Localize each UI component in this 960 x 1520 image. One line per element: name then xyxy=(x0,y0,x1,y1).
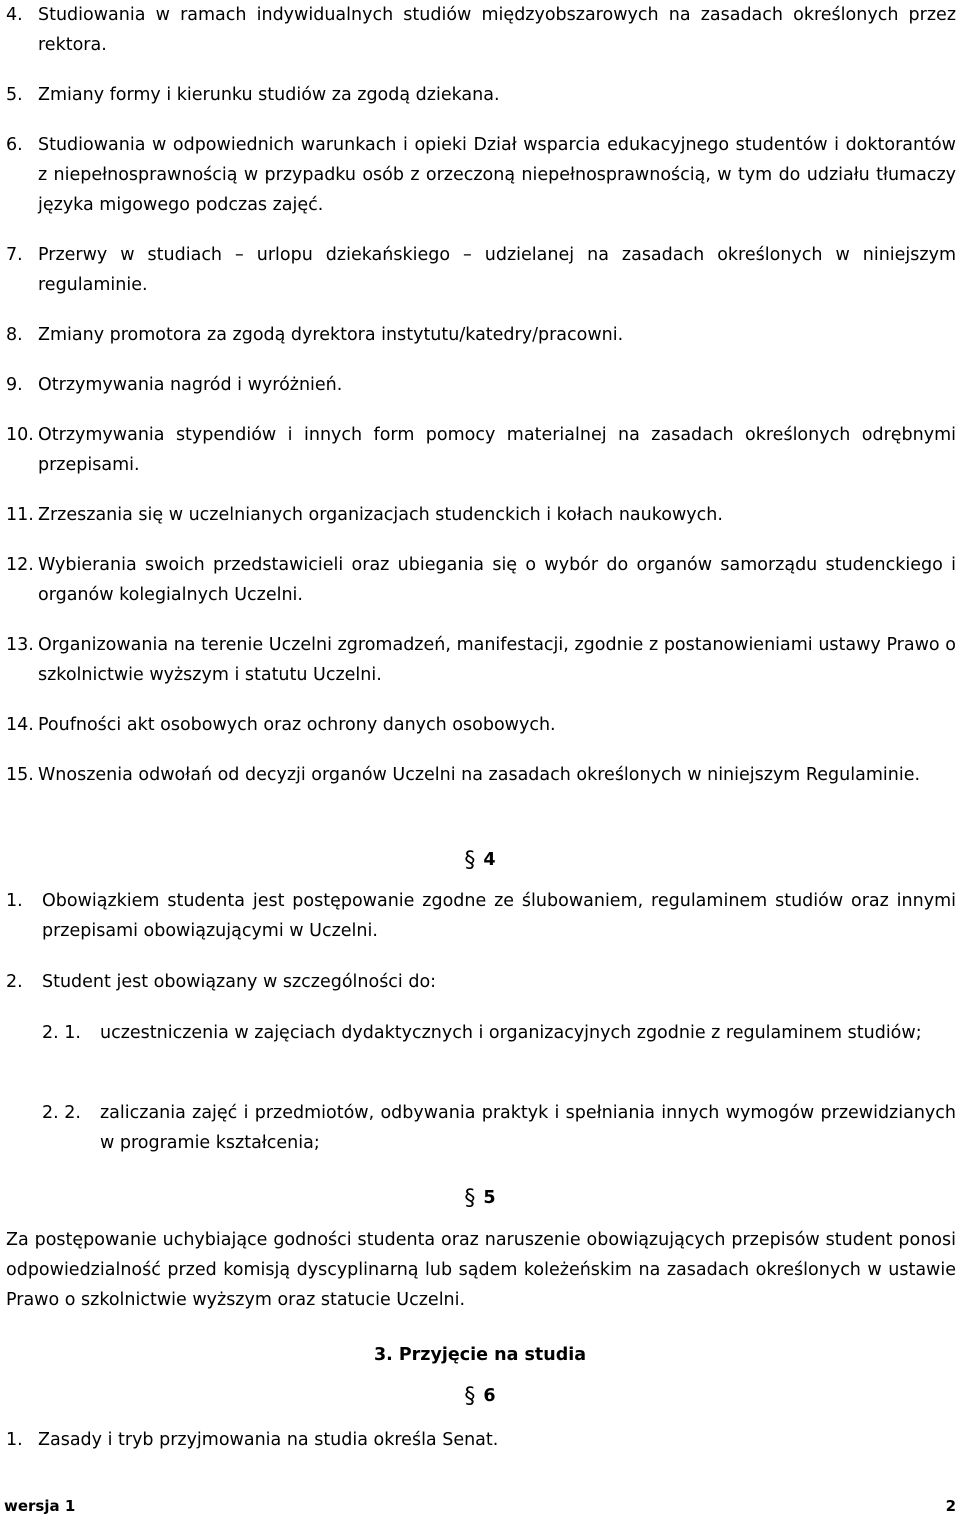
list-text: Wnoszenia odwołań od decyzji organów Uczelni na zasadach określonych w niniejszym Regulaminie. xyxy=(38,765,921,785)
list-item xyxy=(6,370,956,400)
list-item xyxy=(6,500,956,530)
list-text: Obowiązkiem studenta jest postępowanie zgodne ze ślubowaniem, regulaminem studiów oraz innymi przepisami obowiązującymi w Uczelni. xyxy=(42,891,956,941)
list-item xyxy=(6,550,956,610)
list-number: 1. xyxy=(6,891,23,911)
list-number: 12. xyxy=(6,555,34,575)
sub-list-text: uczestniczenia w zajęciach dydaktycznych i organizacyjnych zgodnie z regulaminem studiów; xyxy=(100,1023,922,1043)
list-text: Organizowania na terenie Uczelni zgromadzeń, manifestacji, zgodnie z postanowieniami ustawy Prawo o szkolnictwie wyższym i statutu Uczelni. xyxy=(38,635,956,685)
section-paragraph: Za postępowanie uchybiające godności studenta oraz naruszenie obowiązujących przepisów student ponosi odpowiedzialność przed komisją dyscyplinarną lub sądem koleżeńskim na zasadach określonych w ustawie Prawo o szkolnictwie wyższym oraz statucie Uczelni. xyxy=(6,1230,956,1310)
list-number: 13. xyxy=(6,635,34,655)
list-number: 2. xyxy=(6,972,23,992)
list-number: 8. xyxy=(6,325,23,345)
list-number: 15. xyxy=(6,765,34,785)
list-text: Zrzeszania się w uczelnianych organizacjach studenckich i kołach naukowych. xyxy=(38,505,723,525)
list-number: 4. xyxy=(6,5,23,25)
section-heading-5 xyxy=(0,1183,960,1214)
page-number: 2 xyxy=(945,1497,956,1515)
list-item xyxy=(6,240,956,300)
sub-list-item xyxy=(6,1018,956,1048)
list-item xyxy=(6,80,956,110)
list-item xyxy=(6,320,956,350)
list-number: 10. xyxy=(6,425,34,445)
section-heading-4 xyxy=(0,845,960,876)
paragraph-sign-icon: § xyxy=(464,1384,476,1409)
list-number: 5. xyxy=(6,85,23,105)
list-item xyxy=(6,886,956,946)
list-number: 9. xyxy=(6,375,23,395)
list-text: Zasady i tryb przyjmowania na studia określa Senat. xyxy=(38,1430,499,1450)
list-item xyxy=(6,710,956,740)
list-number: 11. xyxy=(6,505,34,525)
list-item xyxy=(6,420,956,480)
list-text: Studiowania w odpowiednich warunkach i opieki Dział wsparcia edukacyjnego studentów i doktorantów z niepełnosprawnością w przypadku osób z orzeczoną niepełnosprawnością, w tym do udziału tłumaczy języka migowego podczas zajęć. xyxy=(38,135,956,215)
list-item xyxy=(6,630,956,690)
list-item xyxy=(6,0,956,60)
list-text: Studiowania w ramach indywidualnych studiów międzyobszarowych na zasadach określonych przez rektora. xyxy=(38,5,956,55)
list-number: 7. xyxy=(6,245,23,265)
page-footer xyxy=(4,1496,956,1516)
sub-list-number: 2. 2. xyxy=(42,1103,81,1123)
section-number: 5 xyxy=(483,1188,496,1208)
section-heading-6 xyxy=(0,1381,960,1412)
list-text: Otrzymywania stypendiów i innych form pomocy materialnej na zasadach określonych odrębnymi przepisami. xyxy=(38,425,956,475)
list-number: 1. xyxy=(6,1430,23,1450)
list-text: Zmiany promotora za zgodą dyrektora instytutu/katedry/pracowni. xyxy=(38,325,624,345)
list-text: Wybierania swoich przedstawicieli oraz ubiegania się o wybór do organów samorządu studenckiego i organów kolegialnych Uczelni. xyxy=(38,555,956,605)
list-text: Przerwy w studiach – urlopu dziekańskiego – udzielanej na zasadach określonych w niniejszym regulaminie. xyxy=(38,245,956,295)
list-text: Student jest obowiązany w szczególności do: xyxy=(42,972,437,992)
list-number: 6. xyxy=(6,135,23,155)
paragraph-sign-icon: § xyxy=(464,848,476,873)
section-number: 6 xyxy=(483,1386,496,1406)
list-item xyxy=(6,1425,956,1455)
sub-list-text: zaliczania zajęć i przedmiotów, odbywania praktyk i spełniania innych wymogów przewidzianych w programie kształcenia; xyxy=(100,1103,956,1153)
list-item xyxy=(6,967,956,997)
list-item xyxy=(6,760,956,790)
paragraph-sign-icon: § xyxy=(464,1186,476,1211)
chapter-title: 3. Przyjęcie na studia xyxy=(373,1345,587,1365)
sub-list-item xyxy=(6,1098,956,1158)
list-text: Otrzymywania nagród i wyróżnień. xyxy=(38,375,343,395)
list-item xyxy=(6,130,956,220)
list-text: Poufności akt osobowych oraz ochrony danych osobowych. xyxy=(38,715,556,735)
list-text: Zmiany formy i kierunku studiów za zgodą dziekana. xyxy=(38,85,500,105)
version-label: wersja 1 xyxy=(4,1497,76,1515)
sub-list-number: 2. 1. xyxy=(42,1023,81,1043)
list-number: 14. xyxy=(6,715,34,735)
section-number: 4 xyxy=(483,850,496,870)
